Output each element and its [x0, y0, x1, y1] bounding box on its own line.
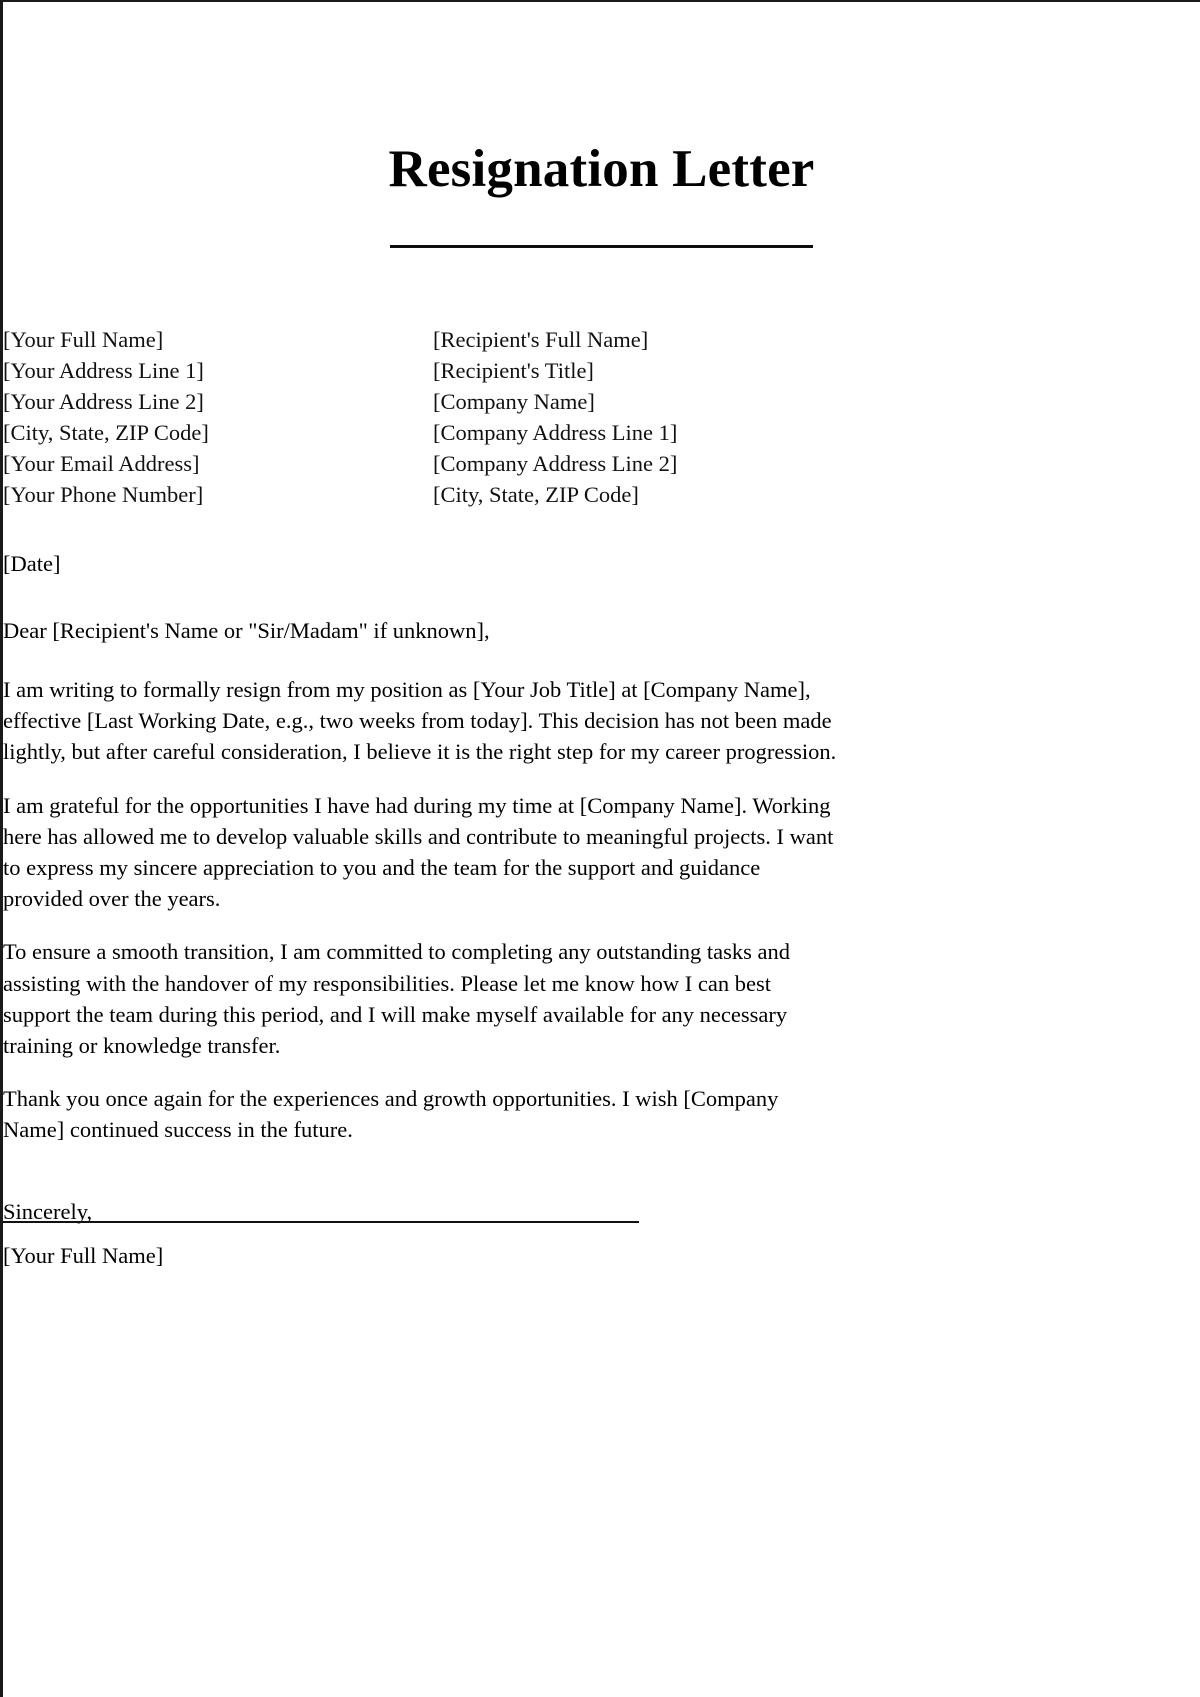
recipient-address-column	[411, 324, 841, 510]
sender-line: [Your Email Address]	[3, 451, 200, 476]
sender-line: [Your Address Line 2]	[3, 389, 204, 414]
sender-line: [City, State, ZIP Code]	[3, 420, 209, 445]
recipient-line: [Recipient's Title]	[433, 358, 594, 383]
title-divider	[390, 245, 813, 248]
sender-line: [Your Address Line 1]	[3, 358, 204, 383]
body-paragraph: Thank you once again for the experiences and growth opportunities. I wish [Company Name] continued success in the future.	[3, 1086, 779, 1143]
recipient-line: [Company Name]	[433, 389, 595, 414]
recipient-line: [Recipient's Full Name]	[433, 327, 649, 352]
recipient-line: [Company Address Line 2]	[433, 451, 678, 476]
letter-sheet	[3, 2, 1200, 1696]
signature-name: [Your Full Name]	[3, 1243, 164, 1268]
title-block	[3, 2, 1200, 248]
signature-area	[3, 1221, 841, 1271]
sender-line: [Your Full Name]	[3, 327, 164, 352]
body-paragraph: I am writing to formally resign from my position as [Your Job Title] at [Company Name], effective [Last Working Date, e.g., two weeks from today]. This decision has not been made lightly, but after careful consideration, I believe it is the right step for my career progression.	[3, 677, 837, 765]
letter-body	[3, 548, 841, 1227]
salutation-line: Dear [Recipient's Name or "Sir/Madam" if unknown],	[3, 618, 490, 643]
sender-line: [Your Phone Number]	[3, 482, 204, 507]
signature-line	[3, 1221, 639, 1223]
closing-line: Sincerely,	[3, 1198, 93, 1224]
page-title: Resignation Letter	[388, 140, 815, 198]
body-paragraph: I am grateful for the opportunities I have had during my time at [Company Name]. Working here has allowed me to develop valuable skills and contribute to meaningful projects. I want to express my sincere appreciation to you and the team for the support and guidance provided over the years.	[3, 792, 834, 912]
body-paragraph: To ensure a smooth transition, I am committed to completing any outstanding tasks and assisting with the handover of my responsibilities. Please let me know how I can best support the team during this period, and I will make myself available for any necessary training or knowledge transfer.	[3, 939, 791, 1059]
recipient-line: [City, State, ZIP Code]	[433, 482, 639, 507]
sender-address-column	[3, 324, 411, 510]
address-block	[3, 324, 841, 510]
recipient-line: [Company Address Line 1]	[433, 420, 678, 445]
date-line: [Date]	[3, 551, 61, 576]
